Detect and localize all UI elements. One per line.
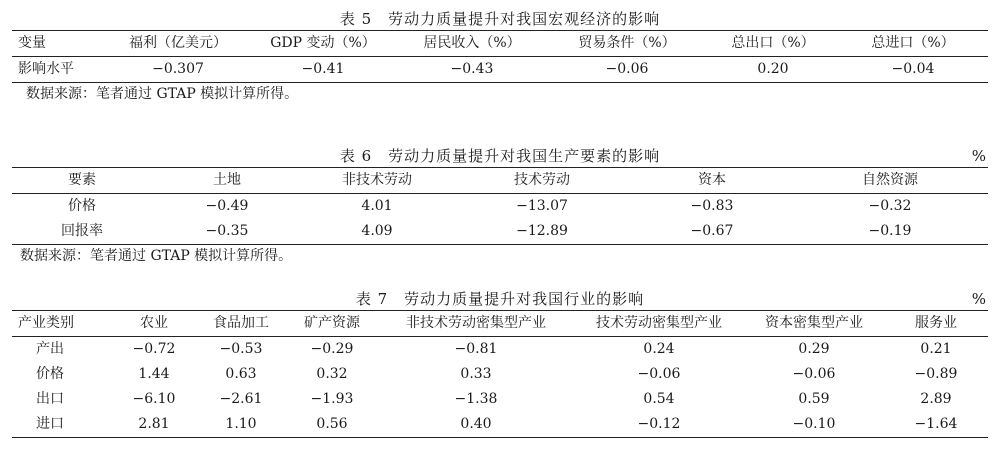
table-cell: 0.40 (460, 416, 492, 432)
table-6-block (12, 145, 988, 267)
table-cell: −1.64 (914, 416, 958, 432)
table-cell: 0.24 (643, 341, 675, 357)
table-row (12, 337, 988, 363)
table-cell: 0.63 (225, 366, 257, 382)
table-cell: −0.89 (914, 366, 958, 382)
table-6-header: 技术劳动 (452, 168, 632, 194)
table-7-row-label: 进口 (36, 416, 64, 432)
table-cell: −0.307 (152, 61, 204, 77)
table-5 (12, 30, 988, 83)
table-cell: 0.56 (316, 416, 348, 432)
table-6-header: 自然资源 (792, 168, 988, 194)
table-cell: −0.81 (454, 341, 498, 357)
table-cell: 0.29 (798, 341, 830, 357)
table-5-header: 福利（亿美元） (108, 31, 248, 57)
table-6-header: 要素 (12, 168, 152, 194)
table-cell: 0.54 (643, 391, 675, 407)
table-cell: −0.32 (868, 198, 912, 214)
table-5-header: 总出口（%） (708, 31, 838, 57)
table-6-title: 表 6 劳动力质量提升对我国生产要素的影响 (339, 147, 661, 165)
table-cell: −1.93 (310, 391, 354, 407)
table-7-header: 产业类别 (12, 311, 112, 337)
table-5-caption (12, 8, 988, 30)
table-6-header: 资本 (632, 168, 792, 194)
table-7-header-row (12, 311, 988, 337)
table-cell: −0.43 (450, 61, 494, 77)
table-cell: 4.01 (361, 198, 393, 214)
table-7-block (12, 288, 988, 438)
table-5-header: GDP 变动（%） (248, 31, 398, 57)
table-7-row-label: 产出 (36, 341, 64, 357)
table-5-block (12, 8, 988, 105)
table-6-header: 非技术劳动 (302, 168, 452, 194)
table-5-source: 数据来源：笔者通过 GTAP 模拟计算所得。 (26, 86, 299, 102)
table-7-row-label: 价格 (36, 366, 64, 382)
table-5-header-row (12, 31, 988, 57)
table-6-unit: % (971, 147, 986, 165)
table-5-header: 贸易条件（%） (546, 31, 708, 57)
table-cell: 0.21 (920, 341, 952, 357)
table-6 (12, 167, 988, 245)
table-cell: −6.10 (132, 391, 176, 407)
table-7-header: 非技术劳动密集型产业 (378, 311, 574, 337)
table-7-caption (12, 288, 988, 310)
table-row (12, 387, 988, 412)
table-7-header: 农业 (112, 311, 196, 337)
table-7-header: 矿产资源 (286, 311, 378, 337)
table-7-header: 资本密集型产业 (744, 311, 884, 337)
table-cell: −0.67 (690, 223, 734, 239)
table-cell: −0.06 (605, 61, 649, 77)
table-6-header: 土地 (152, 168, 302, 194)
table-row (12, 57, 988, 83)
table-cell: 4.09 (361, 223, 393, 239)
table-row (12, 412, 988, 438)
table-7-header: 技术劳动密集型产业 (574, 311, 744, 337)
table-cell: −0.06 (792, 366, 836, 382)
table-cell: 2.89 (920, 391, 952, 407)
table-cell: −0.53 (219, 341, 263, 357)
table-5-title: 表 5 劳动力质量提升对我国宏观经济的影响 (339, 10, 661, 28)
table-cell: −0.19 (868, 223, 912, 239)
table-cell: −0.49 (205, 198, 249, 214)
table-6-row-label: 价格 (68, 198, 96, 214)
table-cell: 1.10 (225, 416, 257, 432)
table-7 (12, 310, 988, 438)
table-6-row-label: 回报率 (61, 223, 103, 239)
table-cell: −0.83 (690, 198, 734, 214)
table-cell: 0.20 (757, 61, 789, 77)
table-cell: −0.06 (637, 366, 681, 382)
table-6-caption (12, 145, 988, 167)
table-6-header-row (12, 168, 988, 194)
table-7-unit: % (971, 290, 986, 308)
table-row (12, 219, 988, 245)
table-cell: −1.38 (454, 391, 498, 407)
table-7-title: 表 7 劳动力质量提升对我国行业的影响 (355, 290, 645, 308)
table-cell: 0.32 (316, 366, 348, 382)
table-row (12, 194, 988, 220)
table-cell: −12.89 (516, 223, 568, 239)
table-cell: −0.12 (637, 416, 681, 432)
table-cell: −0.41 (301, 61, 345, 77)
table-cell: 0.33 (460, 366, 492, 382)
table-cell: 1.44 (138, 366, 170, 382)
table-7-header: 食品加工 (196, 311, 286, 337)
table-cell: −0.29 (310, 341, 354, 357)
table-cell: 2.81 (138, 416, 170, 432)
table-6-source: 数据来源：笔者通过 GTAP 模拟计算所得。 (20, 248, 293, 264)
table-5-header: 变量 (12, 31, 108, 57)
table-row (12, 362, 988, 387)
table-cell: −0.04 (891, 61, 935, 77)
table-5-header: 总进口（%） (838, 31, 988, 57)
table-cell: 0.59 (798, 391, 830, 407)
table-cell: −0.10 (792, 416, 836, 432)
table-cell: −13.07 (516, 198, 568, 214)
table-cell: −0.35 (205, 223, 249, 239)
table-cell: −0.72 (132, 341, 176, 357)
table-7-header: 服务业 (884, 311, 988, 337)
table-5-header: 居民收入（%） (398, 31, 546, 57)
table-5-row-label: 影响水平 (18, 61, 74, 77)
table-7-row-label: 出口 (36, 391, 64, 407)
table-cell: −2.61 (219, 391, 263, 407)
